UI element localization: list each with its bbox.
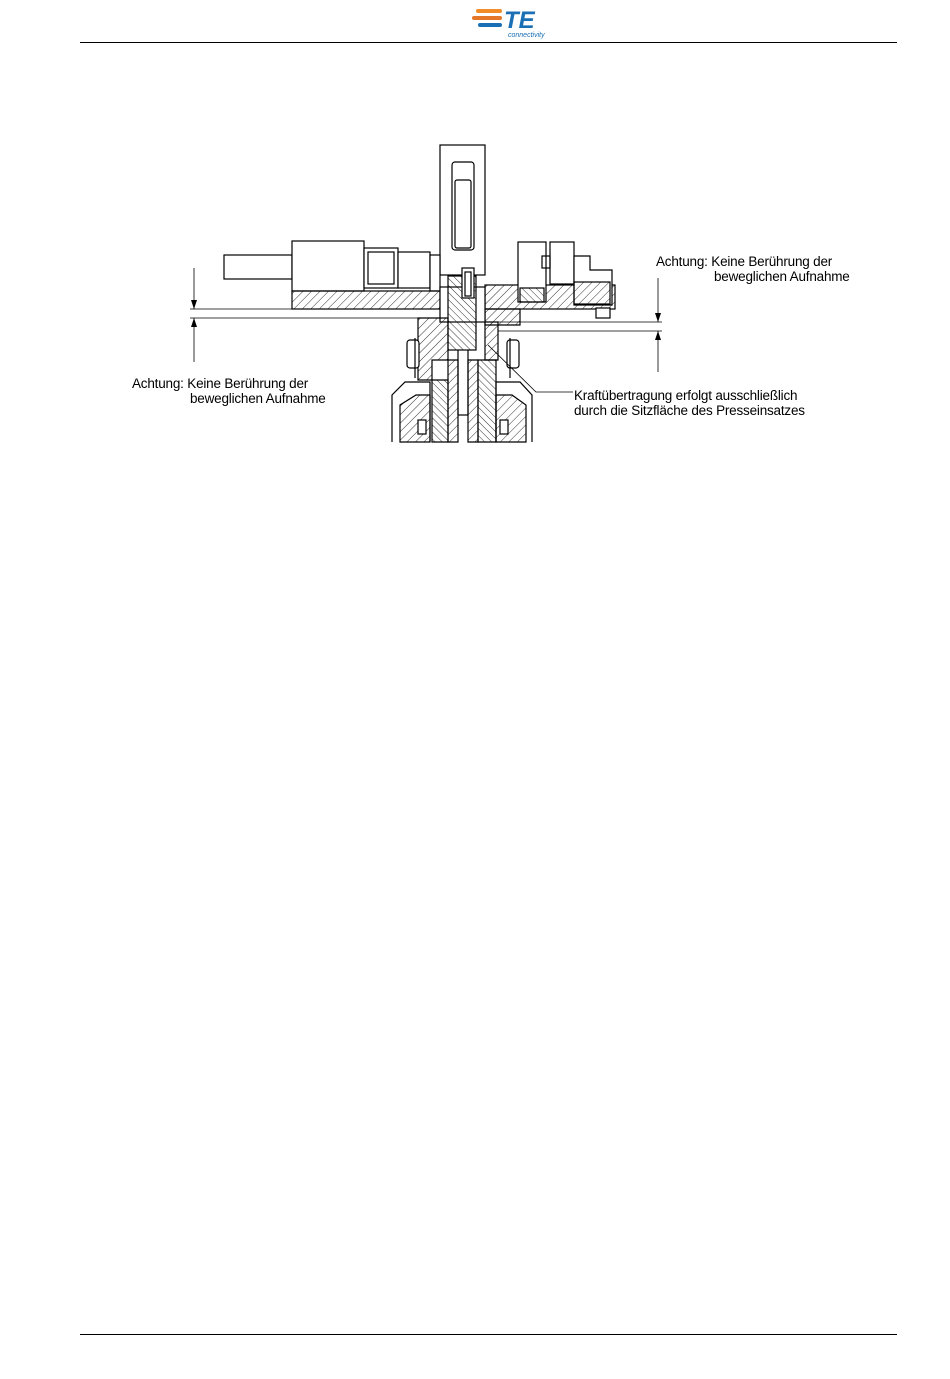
right-warning-callout [656, 254, 850, 284]
right-warning-line1: Keine Berührung der [711, 254, 833, 269]
left-warning-line1: Keine Berührung der [187, 376, 309, 391]
logo-brand: TE [504, 7, 535, 34]
logo-tagline: connectivity [508, 32, 545, 39]
left-warning-callout [132, 376, 326, 406]
force-note-callout [574, 388, 805, 418]
left-warning-prefix: Achtung: [132, 376, 184, 391]
force-note-line2: durch die Sitzfläche des Presseinsatzes [574, 403, 805, 418]
force-note-line1: Kraftübertragung erfolgt ausschließlich [574, 388, 798, 403]
footer-rule [80, 1334, 897, 1335]
right-warning-line2: beweglichen Aufnahme [714, 269, 850, 284]
left-warning-line2: beweglichen Aufnahme [190, 391, 326, 406]
right-warning-prefix: Achtung: [656, 254, 708, 269]
